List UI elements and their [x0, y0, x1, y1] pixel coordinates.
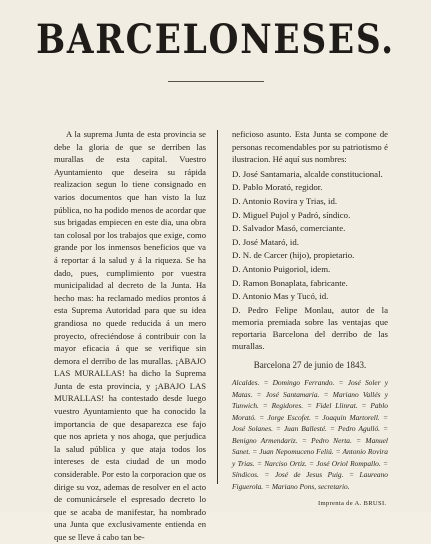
- right-column: [232, 128, 388, 492]
- left-column: [54, 128, 206, 544]
- member-item: D. José Mataró, id.: [232, 236, 299, 247]
- member-item: D. Antonio Mas y Tucó, id.: [232, 291, 329, 302]
- member-item: D. José Santamaria, alcalde constitucional.: [232, 168, 383, 179]
- member-item: D. N. de Carcer (hijo), propietario.: [232, 250, 355, 261]
- member-item: D. Antonio Rovira y Trias, id.: [232, 195, 338, 206]
- member-item: D. Pablo Morató, regidor.: [232, 182, 323, 193]
- member-item: D. Ramon Bonaplata, fabricante.: [232, 277, 348, 288]
- date-line: Barcelona 27 de junio de 1843.: [253, 359, 367, 370]
- poster-title: BARCELONESES.: [36, 16, 395, 63]
- member-item: D. Antonio Puigoriol, idem.: [232, 263, 331, 274]
- title-rule: [168, 81, 264, 82]
- right-intro-text: neficioso asunto. Esta Junta se compone de personas recomendables por su patriotismo é ilustracion. Hé aquí sus nombres:: [232, 129, 388, 165]
- member-item: D. Salvador Masó, comerciante.: [232, 223, 346, 234]
- member-item: D. Miguel Pujol y Padró, síndico.: [232, 209, 351, 220]
- last-member-text: D. Pedro Felipe Monlau, autor de la memoria premiada sobre las ventajas que reportaria Barcelona del derribo de las murallas.: [232, 304, 388, 352]
- column-divider: [217, 130, 218, 484]
- imprint-line: Imprenta de A. BRUSI.: [318, 500, 387, 507]
- members-list: [232, 168, 388, 304]
- signers-text: Alcaldes. = Domingo Ferrando. = José Soler y Matas. = José Santamaria. = Mariano Vallés y Tunwich. = Regidores. = Fidel Llinrat. = Pablo Morató. = Jorge Escofet. = Joaquin Martorell. = José Solanes. = Juan Ballesté. = Pedro Agulló. = Benigno Armendariz. = Pedro Nerta. = Manuel Sanet. = Juan Nepomuceno Feliú. = Antonio Rovira y Trias. = Narciso Ortiz. = José Oriol Rompallo. = Síndicos. = José de Jesus Puig. = Laureano Figuerola. = Mariano Pons, secretario.: [232, 378, 388, 491]
- left-body-text: A la suprema Junta de esta provincia se debe la gloria de que se derriben las murallas de esta capital. Vuestro Ayuntamiento que deseira su rápida realizacion segun lo tiene consignado en varios documentos que han visto la luz pública, no ha podido menos de acordar que sus brigadas empiecen en este dia, una obra tan colosal por los trabajos que exige, como grande por los inmensos beneficios que va á reportar á la salud y á la riqueza. Se ha dado, pues, cumplimiento por vuestra municipalidad al decreto de la Junta. Ha hecho mas: ha reclamado medios prontos á esta Suprema Autoridad para que su idea grandiosa no quede reducida á un mero proyecto, ofreciéndose á contribuir con la mayor eficacia á que se verifique sin demora el derribo de las murallas. ¡ABAJO LAS MURALLAS! ha dicho la Suprema Junta de esta provincia, y ¡ABAJO LAS MURALLAS! ha contestado desde luego vuestro Ayuntamiento que ha conocido la importancia de que desaparezca ese fajo que nos aprieta y nos ahoga, que perjudica la salud pública y que ataja todos los intereses de esta ciudad de un modo considerable. Por esto la corporacion que os dirige su voz, ademas de resolver en el acto de comunicársele el espresado decreto lo que se acaba de manifestar, ha nombrado una Junta que exclusivamente entienda en que se lleve á cabo tan be-: [54, 129, 206, 542]
